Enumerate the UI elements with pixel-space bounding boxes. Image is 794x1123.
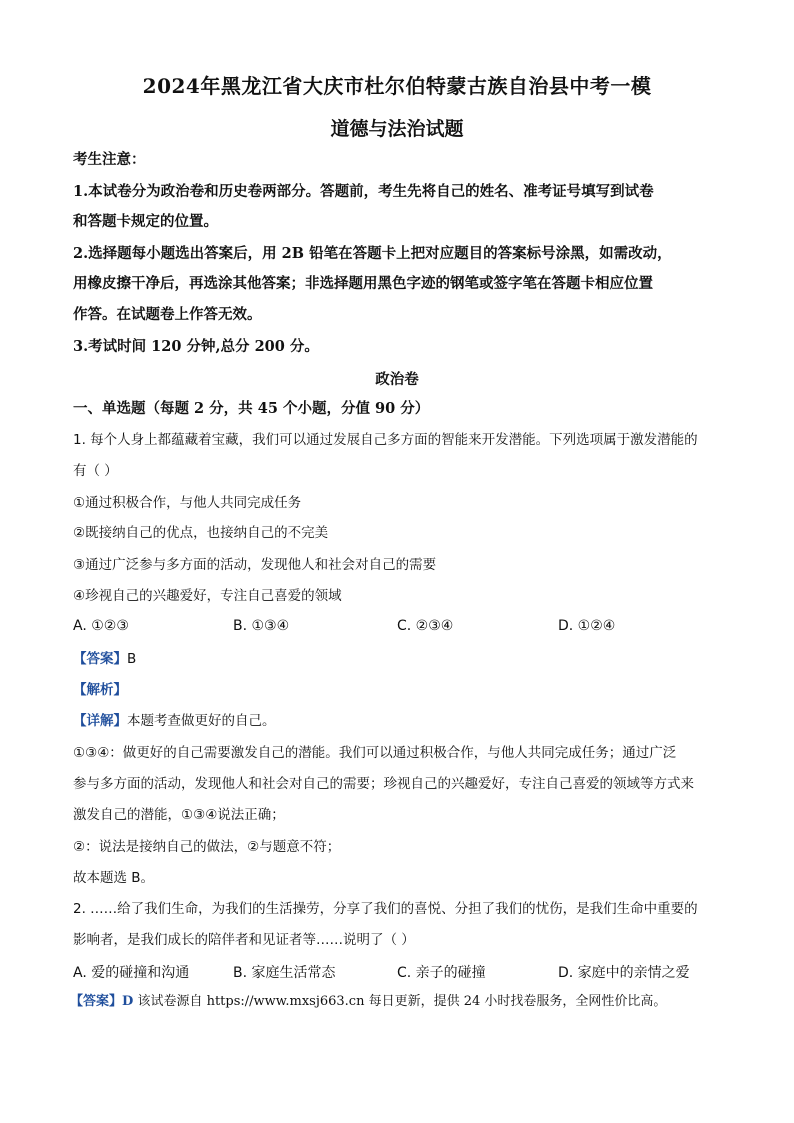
option-c: C. ②③④ bbox=[397, 618, 454, 634]
option-a: A. 爱的碰撞和沟通 bbox=[73, 965, 190, 981]
notice-line: 作答。在试题卷上作答无效。 bbox=[73, 306, 262, 323]
notice-line: 和答题卡规定的位置。 bbox=[73, 213, 218, 230]
detail-line bbox=[73, 711, 276, 731]
option-b: B. 家庭生活常态 bbox=[233, 965, 336, 981]
option-d: D. ①②④ bbox=[558, 618, 616, 634]
page-title: 2024年黑龙江省大庆市杜尔伯特蒙古族自治县中考一模 bbox=[142, 74, 652, 98]
section-title: 政治卷 bbox=[375, 371, 419, 388]
answer-line bbox=[73, 649, 136, 669]
notice-heading: 考生注意： bbox=[73, 151, 146, 168]
notice-line: 3.考试时间 120 分钟,总分 200 分。 bbox=[73, 338, 319, 355]
answer-tag: 【答案】 bbox=[70, 994, 123, 1009]
question-stem: 影响者，是我们成长的陪伴者和见证者等……说明了（ ） bbox=[73, 932, 415, 948]
question-item: ②既接纳自己的优点，也接纳自己的不完美 bbox=[73, 525, 329, 541]
source-note: 该试卷源自 https://www.mxsj663.cn 每日更新，提供 24 小时找卷服务，全网性价比高。 bbox=[137, 994, 667, 1009]
option-a: A. ①②③ bbox=[73, 618, 129, 634]
explanation-line: ②：说法是接纳自己的做法，②与题意不符； bbox=[73, 839, 341, 855]
question-item: ①通过积极合作，与他人共同完成任务 bbox=[73, 495, 302, 511]
question-stem: 1. 每个人身上都蕴藏着宝藏，我们可以通过发展自己多方面的智能来开发潜能。下列选项属于激发潜能的 bbox=[73, 432, 698, 448]
analysis-tag: 【解析】 bbox=[73, 682, 127, 698]
explanation-line: 激发自己的潜能，①③④说法正确； bbox=[73, 807, 285, 823]
explanation-line: ①③④：做更好的自己需要激发自己的潜能。我们可以通过积极合作，与他人共同完成任务；通过广泛 bbox=[73, 745, 677, 761]
notice-line: 2.选择题每小题选出答案后，用 2B 铅笔在答题卡上把对应题目的答案标号涂黑，如需改动， bbox=[73, 245, 672, 262]
answer-line bbox=[70, 992, 666, 1012]
analysis-line bbox=[73, 680, 127, 700]
detail-tag: 【详解】 bbox=[73, 713, 127, 729]
question-item: ④珍视自己的兴趣爱好，专注自己喜爱的领域 bbox=[73, 588, 342, 604]
page-subtitle: 道德与法治试题 bbox=[330, 118, 464, 140]
answer-value: D bbox=[122, 994, 134, 1009]
option-c: C. 亲子的碰撞 bbox=[397, 965, 486, 981]
notice-line: 用橡皮擦干净后，再选涂其他答案；非选择题用黑色字迹的钢笔或签字笔在答题卡相应位置 bbox=[73, 275, 653, 292]
detail-text: 本题考查做更好的自己。 bbox=[127, 713, 276, 729]
question-stem: 2. ……给了我们生命，为我们的生活操劳，分享了我们的喜悦、分担了我们的忧伤，是我们生命中重要的 bbox=[73, 901, 698, 917]
option-d: D. 家庭中的亲情之爱 bbox=[558, 965, 690, 981]
answer-tag: 【答案】 bbox=[73, 651, 127, 667]
explanation-line: 参与多方面的活动，发现他人和社会对自己的需要；珍视自己的兴趣爱好，专注自己喜爱的领域等方式来 bbox=[73, 776, 694, 792]
question-item: ③通过广泛参与多方面的活动，发现他人和社会对自己的需要 bbox=[73, 557, 437, 573]
answer-value: B bbox=[127, 651, 137, 667]
conclusion-line: 故本题选 B。 bbox=[73, 870, 155, 886]
part-heading: 一、单选题（每题 2 分，共 45 个小题，分值 90 分） bbox=[73, 400, 430, 417]
notice-line: 1.本试卷分为政治卷和历史卷两部分。答题前，考生先将自己的姓名、准考证号填写到试卷 bbox=[73, 183, 654, 200]
option-b: B. ①③④ bbox=[233, 618, 290, 634]
question-stem: 有（ ） bbox=[73, 463, 118, 479]
